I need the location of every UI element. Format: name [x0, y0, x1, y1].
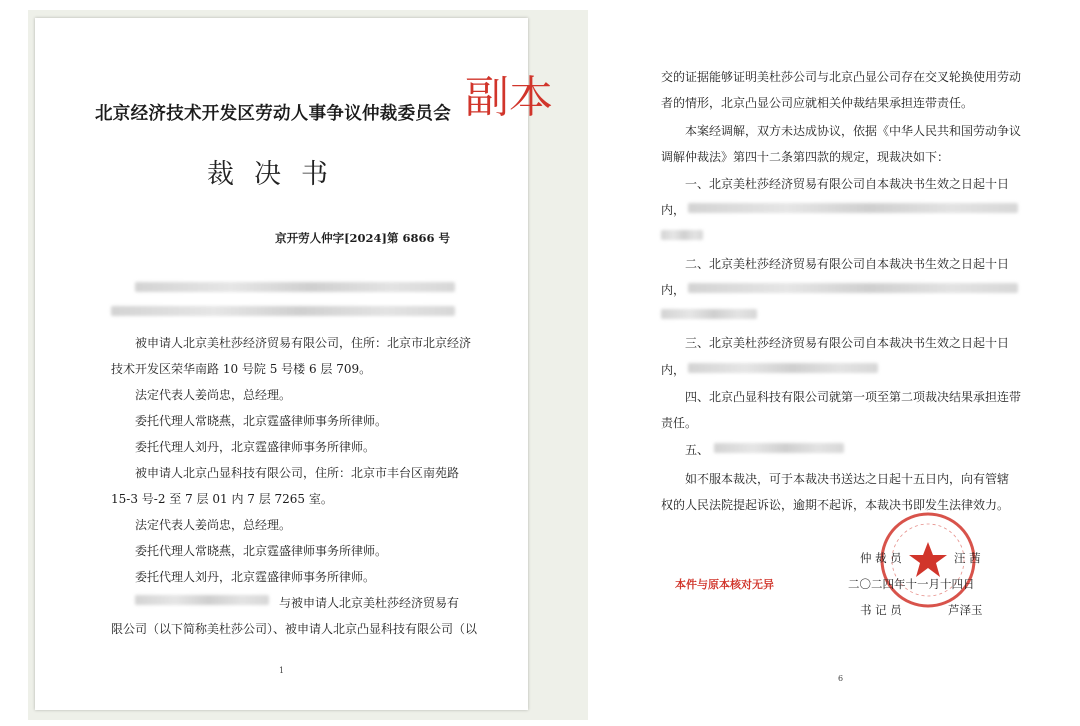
legal-representative: 法定代表人姜尚忠，总经理。	[135, 518, 292, 532]
award-date: 二〇二四年十一月十四日	[848, 577, 975, 591]
arbitrator-name: 汪 茜	[954, 551, 981, 565]
agent-1: 委托代理人常晓燕，北京霆盛律师事务所律师。	[135, 544, 388, 558]
body-line: 者的情形，北京凸显公司应就相关仲裁结果承担连带责任。	[661, 96, 974, 110]
legal-representative: 法定代表人姜尚忠，总经理。	[135, 388, 292, 402]
arbitration-committee-title: 北京经济技术开发区劳动人事争议仲裁委员会	[95, 104, 451, 124]
redacted-ruling	[661, 309, 757, 319]
body-line: 调解仲裁法》第四十二条第四款的规定，现裁决如下：	[661, 150, 950, 164]
redacted-block	[111, 306, 455, 316]
redacted-block	[135, 282, 455, 292]
clerk-name: 芦泽玉	[948, 603, 983, 617]
page-number: 6	[838, 674, 844, 683]
ruling-item-1-cont: 内，	[661, 203, 686, 217]
award-page-1	[35, 18, 553, 710]
case-statement-line: 与被申请人北京美杜莎经济贸易有	[279, 596, 460, 610]
case-statement-line: 限公司（以下简称美杜莎公司）、被申请人北京凸显科技有限公司（以	[111, 622, 478, 636]
agent-2: 委托代理人刘丹，北京霆盛律师事务所律师。	[135, 440, 376, 454]
copy-stamp: 副本	[465, 72, 553, 123]
ruling-item-3: 三、北京美杜莎经济贸易有限公司自本裁决书生效之日起十日	[685, 336, 1010, 350]
case-number: 京开劳人仲字[2024]第 6866 号	[275, 231, 450, 245]
document-title: 裁决书	[207, 159, 348, 190]
arbitrator-label: 仲 裁 员	[860, 551, 902, 565]
ruling-item-4: 四、北京凸显科技有限公司就第一项至第二项裁决结果承担连带	[685, 390, 1022, 404]
respondent-2-line: 被申请人北京凸显科技有限公司，住所：北京市丰台区南苑路	[135, 466, 460, 480]
redacted-ruling	[688, 203, 1018, 213]
respondent-1-address: 技术开发区荣华南路 10 号院 5 号楼 6 层 709。	[111, 362, 372, 376]
verification-note: 本件与原本核对无异	[675, 578, 774, 591]
redacted-ruling	[688, 283, 1018, 293]
ruling-item-4-cont: 责任。	[661, 416, 698, 430]
ruling-item-2: 二、北京美杜莎经济贸易有限公司自本裁决书生效之日起十日	[685, 257, 1010, 271]
body-line: 本案经调解，双方未达成协议，依据《中华人民共和国劳动争议	[685, 124, 1022, 138]
appeal-notice-cont: 权的人民法院提起诉讼，逾期不起诉，本裁决书即发生法律效力。	[661, 498, 1010, 512]
appeal-notice: 如不服本裁决，可于本裁决书送达之日起十五日内，向有管辖	[685, 472, 1010, 486]
redacted-ruling	[714, 443, 844, 453]
ruling-item-3-cont: 内，	[661, 363, 686, 377]
ruling-item-1: 一、北京美杜莎经济贸易有限公司自本裁决书生效之日起十日	[685, 177, 1010, 191]
agent-2: 委托代理人刘丹，北京霆盛律师事务所律师。	[135, 570, 376, 584]
redacted-ruling	[661, 230, 703, 240]
redacted-ruling	[688, 363, 878, 373]
page-number: 1	[279, 666, 285, 675]
award-page-6	[628, 14, 1068, 714]
agent-1: 委托代理人常晓燕，北京霆盛律师事务所律师。	[135, 414, 388, 428]
clerk-label: 书 记 员	[860, 603, 902, 617]
redacted-applicant-name	[135, 595, 269, 605]
respondent-1-line: 被申请人北京美杜莎经济贸易有限公司，住所：北京市北京经济	[135, 336, 472, 350]
respondent-2-address: 15-3 号-2 至 7 层 01 内 7 层 7265 室。	[111, 492, 333, 506]
body-line: 交的证据能够证明美杜莎公司与北京凸显公司存在交叉轮换使用劳动	[661, 70, 1022, 84]
ruling-item-5: 五、	[685, 443, 710, 457]
ruling-item-2-cont: 内，	[661, 283, 686, 297]
